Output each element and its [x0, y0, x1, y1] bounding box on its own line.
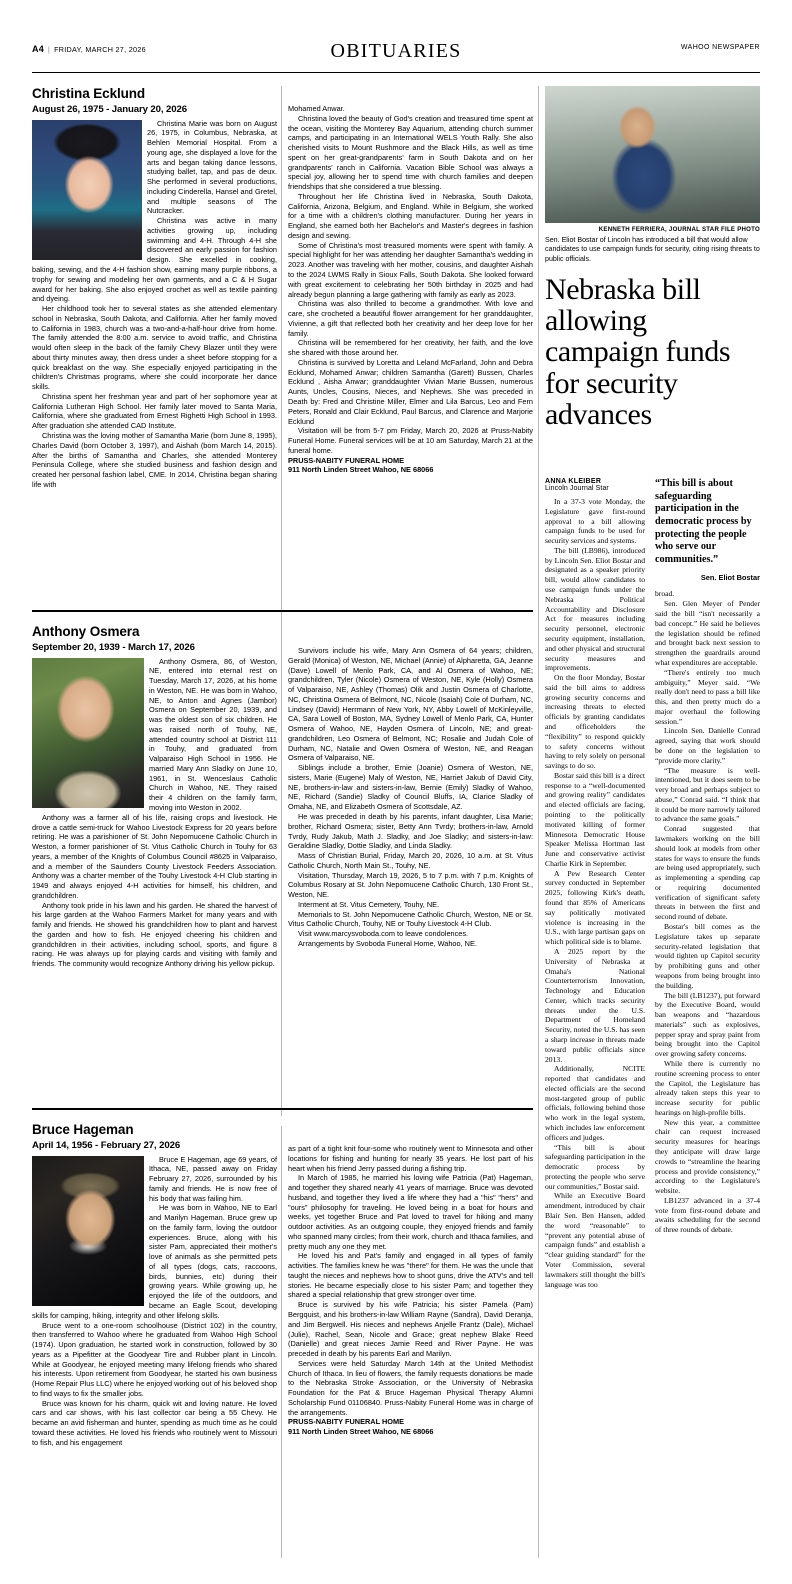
story-paragraph: Sen. Glen Meyer of Pender said the bill “isn't necessarily a bad concept.” He said he believes the legislation should be refined and brought back next session to strengthen the guardrails around what expenditures are acceptable.	[655, 599, 760, 667]
obit-paragraph: Bruce is survived by his wife Patricia; his sister Pamela (Pam) Bergquist, and his brothers-in-law William Rayne (Sandra), David Deranja, and Jim Bergwell. His nieces and nephews Anjelle Frantz (Dale), Michael (Julie), Rachel, Sean, Nicole and Grace; great nephew Blake Reed (Danielle) and great nieces Jamie Reed and River Payne. He was preceded in death by his parents Earl and Marilyn.	[288, 1300, 533, 1359]
obit-paragraph: Christina was also thrilled to become a grandmother. With love and care, she crocheted a beautiful flower arrangement for her granddaughter, Vivienne, a gift that reflected both her creativity and her deep love for her family.	[288, 299, 533, 338]
byline-author: ANNA KLEIBER	[545, 478, 602, 485]
funeral-home-address: 911 North Linden Street Wahoo, NE 68066	[288, 1427, 434, 1437]
obit-paragraph: Christina was the loving mother of Samantha Marie (born June 8, 1995), Charles David (born October 3, 1997), and Aishah (born March 14, 2015). After the births of Samantha and Charles, she attended Monterey Peninsula College, where she studied business and fashion design and created her personal fashion label, CME. In 2014, Christina began sharing life with	[32, 431, 277, 489]
issue-date: FRIDAY, MARCH 27, 2026	[54, 45, 146, 54]
obit-paragraph: Christina will be remembered for her creativity, her faith, and the love she shared with those around her.	[288, 338, 533, 358]
funeral-home-name: PRUSS-NABITY FUNERAL HOME	[288, 455, 405, 465]
byline-organization: Lincoln Journal Star	[545, 485, 609, 492]
obituary-christina-ecklund-col2	[288, 104, 533, 475]
obit-paragraph: In March of 1985, he married his loving wife Patricia (Pat) Hageman, and together they shared nearly 41 years of marriage. Bruce was devoted husband, and together they lived a life where they had a "his" "hers" and "ours" philosophy for traveling. He loved being in a boat for hours and weeks, yet together Bruce and Pat loved to travel for hiking and many outdoor activities. As an outgoing couple, they enjoyed friends and family who spanned many circles; from their work, church and Ithaca families, and pretty much any one they met.	[288, 1173, 533, 1251]
obit-paragraph: Arrangements by Svoboda Funeral Home, Wahoo, NE.	[298, 938, 477, 948]
obituary-bruce-hageman-col2	[288, 1144, 533, 1437]
photo-caption: Sen. Eliot Bostar of Lincoln has introduced a bill that would allow candidates to use campaign funds for security, citing rising threats to public officials.	[545, 236, 760, 263]
obit-name: Anthony Osmera	[32, 624, 140, 639]
funeral-home-address: 911 North Linden Street Wahoo, NE 68066	[288, 465, 434, 475]
obituary-bruce-hageman-col1	[32, 1122, 277, 1447]
obit-paragraph: Anthony Osmera, 86, of Weston, NE, entered into eternal rest on Tuesday, March 17, 2026, at his home in Weston, NE. He was born in Wahoo, NE, to Anton and Agnes (Jambor) Osmera on September 20, 1939, and was the oldest son of six children. He was raised north of Touhy, NE, attended country school at District 111 in Touhy, and graduated from Valparaiso High School in 1956. He married Mary Ann Sladky on June 10, 1961, in St. Wenceslaus Catholic Church in Wahoo, NE. They raised their 4 children on the family farm, moving into Weston in 2002.	[149, 656, 277, 812]
obit-paragraph: Visit www.marcysvoboda.com to leave condolences.	[298, 929, 469, 939]
obituary-christina-ecklund-col1	[32, 86, 277, 490]
story-paragraph: Bostar's bill comes as the Legislature takes up separate security-related legislation that would tighten up Capitol security by prohibiting guns and other weapons from being brought into the building.	[655, 922, 760, 990]
obit-paragraph: He was preceded in death by his parents, infant daughter, Lisa Marie; brother, Richard Osmera; sister, Betty Ann Tvrdy; brothers-in-law, Arnold Tvrdy, Rudy Jakub, Math J. Sladky, and Joe Sladky; and sisters-in-law: Geraldine Sladky, Dottie Sladky, and Linda Sladky.	[288, 812, 533, 851]
obit-paragraph: Siblings include a brother, Ernie (Joanie) Osmera of Weston, NE, sisters, Marie (Eugene) Maly of Weston, NE, Harriet Jakub of David City, NE, brothers-in-law and sisters-in-law, Bernie (Emily) Sladky of Wahoo, NE, Richard (Sandie) Sladky of Council Bluffs, IA, Clarice Sladky of Omaha, NE, and Elizabeth Osmera of Scottsdale, AZ.	[288, 763, 533, 812]
obit-paragraph: Christina was active in many activities growing up, including swimming and 4-H. Through 4-H she discovered an early passion for fashion design. She excelled in cooking, baking, sewing, and the 4-H fashion show, earning many purple ribbons, a trophy for sewing and modeling her own garments, and a C & H Sugar award for her baking. She also enjoyed crochet as well as textile painting and dyeing.	[32, 216, 277, 304]
story-paragraph: The bill (LB1237), put forward by the Executive Board, would ban weapons and “hazardous materials” such as explosives, pepper spray and spray paint from being brought into the Capitol over growing safety concerns.	[655, 990, 760, 1059]
story-paragraph: A 2025 report by the University of Nebraska at Omaha's National Counterterrorism Innovation, Technology and Education Center, which tracks security threats under the U.S. Department of Homeland Security, noted the U.S. has seen a sharp increase in threats made toward public officials since 2013.	[545, 946, 645, 1064]
column-divider-1b	[281, 1126, 282, 1558]
story-paragraph: Conrad suggested that lawmakers working on the bill should look at models from other states for ways to ensure the funds are being used appropriately, such as implementing a spending cap or requiring documented verification of significant safety threats in between the first and second round of debate.	[655, 824, 760, 922]
obit-paragraph: Christina is survived by Loretta and Leland McFarland, John and Debra Ecklund, Mohamed Anwar; children Samantha (Garett) Bussen, Charles Ecklund , Aisha Anwar; granddaughter Vivian Marie Bussen, numerous Aunts, Uncles, Cousins, Nieces, and Nephews. She was preceded in Death by: Fred and Christine Miller, Elmer and Lila Barcus, Leo and Fern Peters, Ronald and Clair Ecklund, Paul Barcus, and Clarence and Marjorie Ecklund	[288, 357, 533, 426]
obit-paragraph: Bruce went to a one-room schoolhouse (District 102) in the country, then transferred to Wahoo where he graduated from Wahoo High School (1974). Upon graduation, he started work in construction, followed by 30 years as a Pipefitter at the Goodyear Tire and Rubber plant in Lincoln. While at Goodyear, he enjoyed meeting many lifelong friends who shared his interests. Upon retirement from Goodyear, he started his own business (Home Repair Plus LLC) where he enjoyed working out of his beloved shop to find ways to fix the smaller jobs.	[32, 1320, 277, 1398]
story-headline: Nebraska bill allowing campaign funds for security advances	[545, 273, 731, 431]
pull-quote: “This bill is about safeguarding participation in the democratic process by protecting the people who serve our communities.”	[655, 478, 752, 565]
story-paragraph: The bill (LB986), introduced by Lincoln Sen. Eliot Bostar and designated as a speaker priority bill, would allow candidates to use campaign funds under the Nebraska Political Accountability and Disclosure Act for measures including security personnel, electronic security equipment, installation, and other physical and structural security measures and improvements.	[545, 545, 645, 673]
obit-dates: September 20, 1939 - March 17, 2026	[32, 641, 195, 653]
obit-body-continued	[288, 104, 533, 475]
obit-paragraph: Mohamed Anwar.	[288, 104, 345, 113]
obit-paragraph: Mass of Christian Burial, Friday, March 20, 2026, 10 a.m. at St. Vitus Catholic Church, North Main St., Touhy, NE.	[288, 851, 533, 870]
obit-paragraph: Services were held Saturday March 14th at the United Methodist Church of Ithaca. In lieu of flowers, the family requests donations be made to the Nebraska Stroke Association, or the University of Nebraska Foundation for the Pat & Bruce Hageman Physical Therapy Alumni Scholarship Fund 01106840. Pruss-Nabity Funeral Home was in charge of the arrangements.	[288, 1358, 533, 1417]
obit-paragraph: Christina Marie was born on August 26, 1975, in Columbus, Nebraska, at Behlen Memorial Hospital. From a young age, she displayed a love for the arts and began taking dance lessons, studying ballet, tap, and pas de deux. She performed in several productions, including Cinderella, Hansel and Gretel, and multiple seasons of The Nutcracker.	[147, 118, 277, 216]
obit-paragraph: Some of Christina's most treasured moments were spent with family. A special highlight for her was attending her daughter Samantha's wedding in 2023. Another was traveling with her mother, cousins, and daughter Aishah to the 2024 LWMS Rally in Sioux Falls, South Dakota. She looked forward with great excitement to celebrating her 50th birthday in 2025 and had already begun planning a large gathering with family as early as 2023.	[288, 240, 533, 299]
obit-dates: August 26, 1975 - January 20, 2026	[32, 103, 187, 115]
story-paragraph: New this year, a committee chair can request increased security measures for hearings they anticipate will draw large crowds to “streamline the hearing process and provide consistency,” according to the Legislature's website.	[655, 1117, 760, 1196]
obit-paragraph: Visitation, Thursday, March 19, 2026, 5 to 7 p.m. with 7 p.m. Knights of Columbus Rosary at St. John Nepomucene Catholic Church, 130 Front St., Weston, NE.	[288, 870, 533, 900]
story-paragraph: “The measure is well-intentioned, but it does seem to be very broad and perhaps subject to abuse,” Conrad said. “I think that it could be more narrowly tailored to advance the same goals.”	[655, 765, 760, 824]
obit-paragraph: Bruce was known for his charm, quick wit and loving nature. He loved cars and car shows, with his last collector car being a 55 Chevy. He became an avid fisherman and hunter, spending as much time as he could toward these activities. He loved his friends who routinely went to Missouri to fish, and his engagement	[32, 1398, 277, 1447]
story-paragraph: Bostar said this bill is a direct response to a “well-documented and growing reality” candidates and elected officials are facing, pointing to the politically motivated killing of former Minnesota Democratic House Speaker Melissa Hortman last June and conservative activist Charlie Kirk in September.	[545, 770, 645, 868]
obit-paragraph: He loved his and Pat's family and engaged in all types of family activities. The families knew he was "there" for them. He was the uncle that taught the nieces and nephews how to shoot guns, drive the ATV's and tell stories. He became especially close to his sister Pam; and together they shared a special relationship that grew stronger over time.	[288, 1251, 533, 1300]
story-paragraph: While there is currently no routine screening process to enter the Capitol, the Legislature has already taken steps this year to increase security for public hearings on high-profile bills.	[655, 1058, 760, 1117]
obit-paragraph: Interment at St. Vitus Cemetery, Touhy, NE.	[298, 899, 440, 909]
obituary-anthony-osmera-col1	[32, 624, 277, 969]
obit-paragraph: Anthony took pride in his lawn and his garden. He shared the harvest of his large garden at the Wahoo Farmers Market for many years and with family and friends. He showed his grandchildren how to plant and harvest the garden and how to fish. He enjoyed cheering his children and grandchildren in their activities, including school, sports, and figure 8 racing. He was always up for playing cards and visiting with family and friends. The community would recognize Anthony driving his yellow pickup.	[32, 900, 277, 969]
obit-paragraph: Christina loved the beauty of God's creation and treasured time spent at the ocean, visiting the Monterey Bay Aquarium, attending church summer camps, and participating in an International WELS Youth Rally. She also cherished visits to Mount Rushmore and the Black Hills, as well as time spent on her great-grandparents' farm in South Dakota and on her grandparents' ranch in California. Vacation Bible School was always a special joy, allowing her to spend time with church families and deepen friendships that she considered a true blessing.	[288, 113, 533, 192]
masthead-divider	[32, 72, 760, 73]
story-paragraph: Lincoln Sen. Danielle Conrad agreed, saying that work should be done on the legislation to “provide more clarity.”	[655, 726, 760, 765]
story-text-left	[545, 497, 645, 1289]
obit-paragraph: Throughout her life Christina lived in Nebraska, South Dakota, California, Arizona, Belgium, and England. While in Belgium, she worked for a time with a children's clothing manufacturer. During her years in England, she earned both her Bachelor's and Master's degrees in fashion design and sewing.	[288, 191, 533, 240]
obituary-anthony-osmera-col2	[288, 646, 533, 949]
obit-body-continued	[288, 1144, 533, 1437]
obit-separator-1	[32, 610, 533, 612]
obit-name: Christina Ecklund	[32, 86, 146, 101]
obit-paragraph: He was born in Wahoo, NE to Earl and Marilyn Hageman. Bruce grew up on the family farm, loving the outdoor experiences. Bruce, along with his sister Pam, appreciated their mother's love of animals as she permitted pets of all types (dogs, cats, raccoons, birds, bunnies, etc) during their growing years. While growing up, he enjoyed the life of the outdoors, and became an Eagle Scout, developing skills for camping, hiking, integrity and other lifelong skills.	[32, 1203, 277, 1320]
eliot-bostar-photo	[545, 86, 760, 223]
section-title: OBITUARIES	[330, 40, 462, 62]
column-divider-1	[281, 86, 282, 1116]
anthony-osmera-portrait	[32, 658, 144, 808]
masthead-separator: |	[47, 45, 51, 54]
obit-paragraph: Visitation will be from 5-7 pm Friday, March 20, 2026 at Pruss-Nabity Funeral Home. Funeral services will be at 10 am Saturday, March 21 at the funeral home.	[288, 426, 533, 455]
column-divider-2	[538, 86, 539, 1558]
obit-body-continued	[288, 646, 533, 949]
obit-paragraph: Anthony was a farmer all of his life, raising crops and livestock. He drove a cattle semi-truck for Wahoo Livestock Express for 20 years before retiring. He was a parishioner of St. John Nepomucene Catholic Church in Weston, a former parishioner of St. Vitus Catholic Church in Touhy for 63 years, a member of the Knights of Columbus Council #8625 in Valparaiso, and a member of the Saunders County Livestock Feeders Association. Anthony was a charter member of the Touhy Livestock 4-H Club starting in 1949 and always enjoyed 4-H activities for himself, his children, and grandchildren.	[32, 812, 277, 900]
obit-body	[32, 657, 277, 970]
funeral-home-name: PRUSS-NABITY FUNERAL HOME	[288, 1417, 405, 1427]
story-paragraph: “There's entirely too much ambiguity,” Meyer said. “We really don't need to pass a bill like this, and then pretty much do a major overhaul the following session.”	[655, 667, 760, 726]
story-paragraph: “This bill is about safeguarding participation in the democratic process by protecting the people who serve our communities,” Bostar said.	[545, 1142, 645, 1191]
story-paragraph: On the floor Monday, Bostar said the bill aims to address growing security concerns and increasing threats to elected officials by granting candidates and officeholders the “flexibility” to respond quickly to safety concerns without having to rely solely on personal savings to do so.	[545, 673, 645, 771]
story-paragraph: In a 37-3 vote Monday, the Legislature gave first-round approval to a bill allowing campaign funds to be used for security services and systems.	[545, 497, 645, 546]
story-text-right	[655, 589, 760, 1235]
obit-paragraph: Her childhood took her to several states as she attended elementary school in Nebraska, South Dakota, and California. After her family moved to California in 1983, church was a two-and-a-half-hour drive from home. The family attended the 8:00 a.m. service to avoid traffic, and Christina would often sleep in the back of the family Chevy Blazer until they were about thirty minutes away, then dress under a sheet before stopping for a quick breakfast on the way. She especially enjoyed participating in the children's Christmas programs, where she could incorporate her dance skills.	[32, 304, 277, 392]
obit-paragraph: Bruce E Hageman, age 69 years, of Ithaca, NE, passed away on Friday February 27, 2026, surrounded by his family and friends. He is now free of his body that was failing him.	[149, 1154, 277, 1203]
page-number: A4	[32, 44, 44, 54]
obit-body	[32, 1155, 277, 1448]
obit-paragraph: as part of a tight knit four-some who routinely went to Minnesota and other locations for fishing and hunting for nearly 35 years. He lost part of his heart when his friend Jerry passed during a fishing trip.	[288, 1144, 533, 1173]
pull-quote-attribution: Sen. Eliot Bostar	[700, 573, 760, 583]
obit-paragraph: Christina spent her freshman year and part of her sophomore year at California Lutheran High School. Her family later moved to Santa Maria, California, where she graduated from Ernest Righetti High School in 1993. After graduation she attended CAD Institute.	[32, 391, 277, 431]
obit-paragraph: Survivors include his wife, Mary Ann Osmera of 64 years; children, Gerald (Monica) of Weston, NE, Michael (Annie) of Alpharetta, GA, Jeanne (Dave) Lowell of Menlo Park, CA, and Al Osmera of Wahoo, NE; grandchildren, Tyler (Nicole) Osmera of Weston, NE, Kyle (Holly) Osmera of Valparaiso, NE, Ashley (Thomas) Olik and Justin Osmera of Charlotte, NC, Christina Osmera of Belmont, NC, Nicole (Isaiah) Cole of Durham, NC, Lindsey (David) Herrmann of New York, NY, Abby Lowell of McKinleyville, CA, Sara Lowell of Boston, MA, Sydney Lowell of Menlo Park, CA, Hunter Osmera of Wahoo, NE, Hayden Osmera of Lincoln, NE; and great-grandchildren, Leo Osmera of Belmont, NC; Rosalie and Judah Cole of Durham, NC, Natalie and Owen Osmera of Weston, NE, and Reagan Osmera of Valparaiso, NE.	[288, 646, 533, 763]
christina-ecklund-portrait	[32, 120, 142, 260]
story-paragraph: Additionally, NCITE reported that candidates and elected officials are the second most-targeted group of public officials, following behind those who work in the legal system, which includes law enforcement officers and judges.	[545, 1064, 645, 1142]
story-body-left	[545, 478, 645, 1289]
story-body-right	[655, 478, 760, 1235]
obit-dates: April 14, 1956 - February 27, 2026	[32, 1139, 181, 1151]
story-paragraph: A Pew Research Center survey conducted in September 2025, following Kirk's death, found that 85% of Americans say politically motivated violence is increasing in the U.S., with large partisan gaps on which political side is to blame.	[545, 868, 645, 947]
obit-body	[32, 119, 277, 490]
news-story	[545, 86, 760, 438]
obit-name: Bruce Hageman	[32, 1122, 134, 1137]
story-paragraph: LB1237 advanced in a 37-4 vote from first-round debate and awaits scheduling for the second of three rounds of debate.	[655, 1195, 760, 1235]
bruce-hageman-portrait	[32, 1156, 144, 1306]
photo-credit: KENNETH FERRIERA, JOURNAL STAR FILE PHOTO	[598, 226, 760, 233]
page-masthead	[32, 40, 760, 74]
story-paragraph: broad.	[655, 589, 675, 599]
obit-paragraph: Memorials to St. John Nepomucene Catholic Church, Weston, NE or St. Vitus Catholic Church, Touhy, NE or Touhy Livestock 4-H Club.	[288, 909, 533, 929]
publication-name: WAHOO NEWSPAPER	[680, 44, 760, 51]
story-paragraph: While an Executive Board amendment, introduced by chair Blair Sen. Ben Hansen, added the word “reasonable” to “prevent any potential abuse of campaign funds” and establish a “clear guiding standard” for the Voter Commission, several lawmakers still thought the bill's language was too	[545, 1191, 645, 1289]
obit-separator-2	[32, 1108, 533, 1110]
